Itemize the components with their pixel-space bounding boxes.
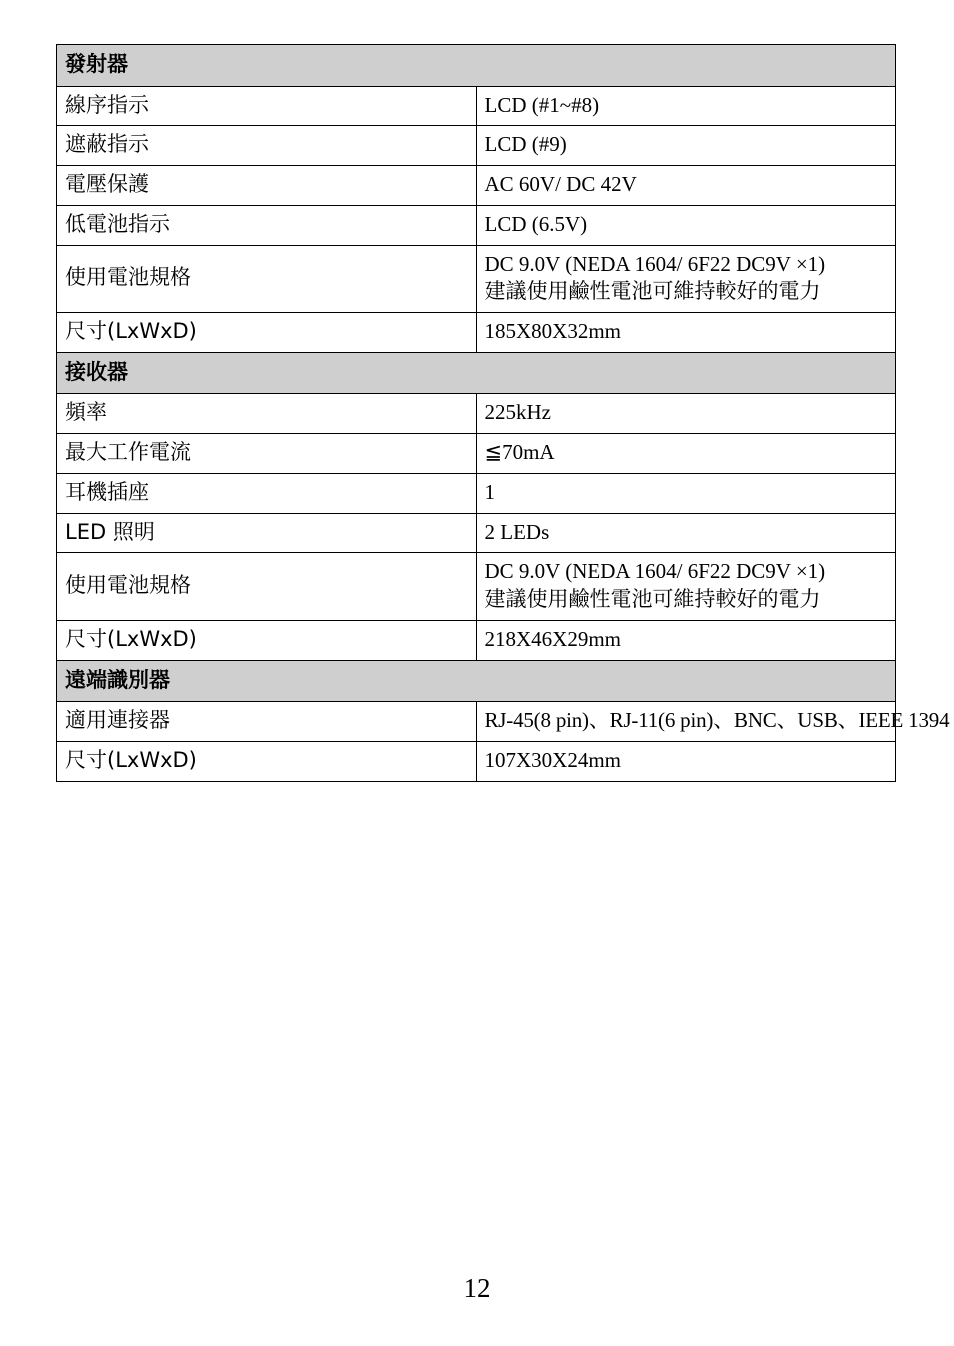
row-value: 2 LEDs: [476, 513, 896, 553]
table-row: [57, 513, 896, 553]
table-row: [57, 434, 896, 474]
row-value: ≦70mA: [476, 434, 896, 474]
table-row: [57, 245, 896, 312]
table-row: [57, 553, 896, 620]
table-row: [57, 86, 896, 126]
row-value: 107X30X24mm: [476, 741, 896, 781]
table-row: [57, 166, 896, 206]
row-value: LCD (#9): [476, 126, 896, 166]
table-section-header: [57, 660, 896, 702]
row-label: 尺寸(LxWxD): [57, 741, 477, 781]
row-value: AC 60V/ DC 42V: [476, 166, 896, 206]
row-value: RJ-45(8 pin)、RJ-11(6 pin)、BNC、USB、IEEE 1394: [476, 702, 896, 742]
page-number: 12: [463, 1273, 491, 1303]
row-label: LED 照明: [57, 513, 477, 553]
row-label: 尺寸(LxWxD): [57, 620, 477, 660]
row-label: 使用電池規格: [57, 553, 477, 620]
row-label: 遮蔽指示: [57, 126, 477, 166]
table-row: [57, 394, 896, 434]
table-row: [57, 620, 896, 660]
row-label: 尺寸(LxWxD): [57, 313, 477, 353]
table-row: [57, 313, 896, 353]
row-value: 1: [476, 473, 896, 513]
row-label: 使用電池規格: [57, 245, 477, 312]
row-label: 低電池指示: [57, 205, 477, 245]
row-value: 218X46X29mm: [476, 620, 896, 660]
table-section-header: [57, 352, 896, 394]
section-title-remote-identifier: 遠端識別器: [57, 660, 896, 702]
row-value: [476, 553, 896, 620]
table-row: [57, 126, 896, 166]
table-row: [57, 473, 896, 513]
table-row: [57, 205, 896, 245]
specification-table: [56, 44, 950, 782]
row-label: 電壓保護: [57, 166, 477, 206]
row-label: 耳機插座: [57, 473, 477, 513]
row-value-line2: 建議使用鹼性電池可維持較好的電力: [484, 279, 821, 304]
section-title-transmitter: 發射器: [57, 45, 896, 87]
section-title-receiver: 接收器: [57, 352, 896, 394]
table-section-header: [57, 45, 896, 87]
row-value-line1: DC 9.0V (NEDA 1604/ 6F22 DC9V ×1): [484, 559, 826, 584]
row-value-line2: 建議使用鹼性電池可維持較好的電力: [484, 587, 821, 612]
row-value: 185X80X32mm: [476, 313, 896, 353]
row-value: LCD (6.5V): [476, 205, 896, 245]
row-value: LCD (#1~#8): [476, 86, 896, 126]
table-row: [57, 702, 896, 742]
row-label: 頻率: [57, 394, 477, 434]
row-label: 適用連接器: [57, 702, 477, 742]
row-value: [476, 245, 896, 312]
table-row: [57, 741, 896, 781]
row-value: 225kHz: [476, 394, 896, 434]
row-label: 線序指示: [57, 86, 477, 126]
row-label: 最大工作電流: [57, 434, 477, 474]
row-value-line1: DC 9.0V (NEDA 1604/ 6F22 DC9V ×1): [484, 251, 826, 276]
